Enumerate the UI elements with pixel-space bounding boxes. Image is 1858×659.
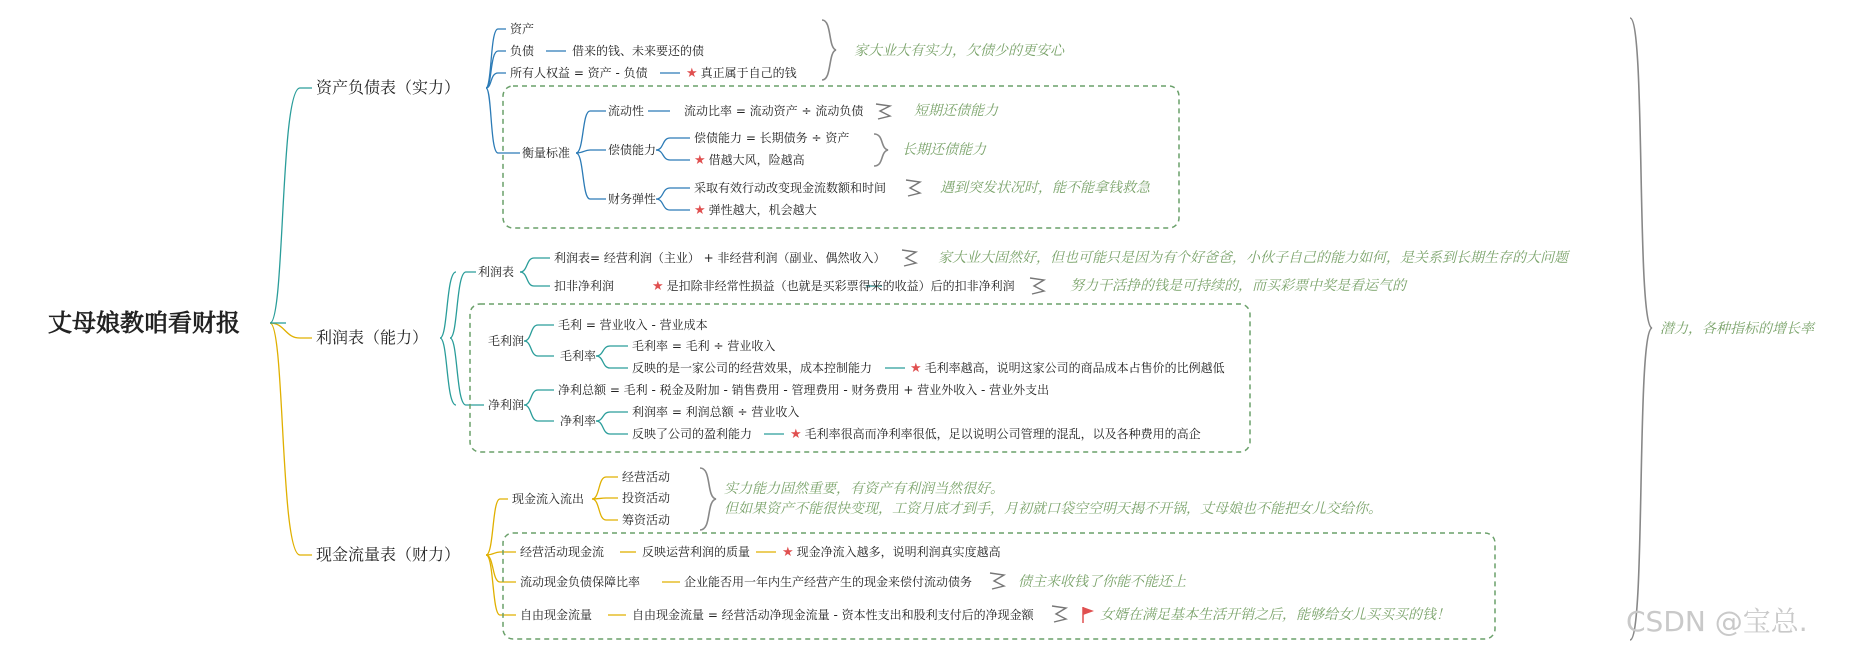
star-icon: ★: [652, 279, 664, 294]
cover-note: 债主来收钱了你能不能还上: [1018, 574, 1186, 590]
net-after-node: 扣非净利润: [554, 279, 615, 293]
squiggle-free: [1052, 606, 1066, 622]
star-icon: ★: [910, 361, 922, 376]
gross-rate-node: 毛利率: [560, 349, 597, 363]
flexibility-desc: 采取有效行动改变现金流数额和时间: [694, 181, 887, 195]
cashflow-statement-node: 现金流量表（财力）: [316, 545, 461, 564]
equity-node: 所有人权益 = 资产 - 负债: [510, 66, 648, 80]
brace-growth: [1630, 18, 1652, 640]
balance-sheet-node: 资产负债表（实力）: [316, 78, 461, 97]
gross-formula: 毛利 = 营业收入 - 营业成本: [558, 318, 708, 332]
star-icon: ★: [686, 66, 698, 81]
income-statement-node: 利润表（能力）: [316, 328, 429, 347]
flexibility-note: 遇到突发状况时，能不能拿钱救急: [940, 180, 1150, 196]
star-icon: ★: [782, 545, 794, 560]
net-total: 净利总额 = 毛利 - 税金及附加 - 销售费用 - 管理费用 - 财务费用 + 营业外收入 - 营业外支出: [558, 383, 1050, 397]
solvency-formula: 偿债能力 = 长期债务 ÷ 资产: [694, 131, 850, 145]
squiggle-liquidity: [876, 104, 890, 119]
op-cash-star: ★ 现金净流入越多，说明利润真实度越高: [782, 545, 1001, 560]
root-node: 丈母娘教咱看财报: [48, 309, 240, 337]
star-icon: ★: [694, 203, 706, 218]
growth-note: 潜力，各种指标的增长率: [1660, 321, 1814, 337]
profit-formula: 利润表= 经营利润（主业） + 非经营利润（副业、偶然收入）: [554, 251, 886, 265]
squiggle-cover: [990, 573, 1004, 589]
flexibility-node: 财务弹性: [608, 192, 657, 206]
inout-node: 现金流入流出: [512, 492, 585, 506]
liability-desc: 借来的钱、未来要还的债: [572, 44, 705, 58]
free-note: 女婿在满足基本生活开销之后，能够给女儿买买买的钱！: [1100, 607, 1450, 623]
liquidity-node: 流动性: [608, 104, 645, 118]
brace-balance: [822, 20, 836, 80]
net-after-note: 努力干活挣的钱是可持续的，而买彩票中奖是看运气的: [1070, 278, 1406, 294]
cover-node: 流动现金负债保障比率: [520, 575, 641, 589]
gross-node: 毛利润: [488, 334, 525, 348]
liquidity-formula: 流动比率 = 流动资产 ÷ 流动负债: [684, 104, 864, 118]
op-cash-node: 经营活动现金流: [520, 545, 605, 559]
net-after-desc: ★ 是扣除非经常性损益（也就是买彩票得来的收益）后的扣非净利润: [652, 279, 1015, 294]
fin-activity: 筹资活动: [622, 513, 671, 527]
profit-note: 家大业大固然好，但也可能只是因为有个好爸爸，小伙子自己的能力如何，是关系到长期生存的大问题: [938, 250, 1568, 266]
brace-solvency: [874, 134, 888, 166]
solvency-note: 长期还债能力: [902, 142, 986, 158]
net-rate-desc: 反映了公司的盈利能力: [632, 427, 753, 441]
star-icon: ★: [694, 153, 706, 168]
net-rate-star: ★ 毛利率很高而净利率很低，足以说明公司管理的混乱，以及各种费用的高企: [790, 427, 1201, 442]
inv-activity: 投资活动: [622, 491, 671, 505]
balance-note: 家大业大有实力，欠债少的更安心: [854, 43, 1064, 59]
watermark: CSDN @宝总.: [1626, 605, 1808, 638]
gross-rate-formula: 毛利率 = 毛利 ÷ 营业收入: [632, 339, 776, 353]
liquidity-note: 短期还债能力: [914, 103, 998, 119]
squiggle-profit: [902, 250, 916, 266]
squiggle-net-after: [1030, 278, 1044, 294]
free-node: 自由现金流量: [520, 608, 593, 622]
op-cash-desc: 反映运营利润的质量: [642, 545, 751, 559]
net-rate-node: 净利率: [560, 414, 597, 428]
gross-rate-desc: 反映的是一家公司的经营效果，成本控制能力: [632, 361, 873, 375]
squiggle-flexibility: [906, 180, 920, 196]
solvency-node: 偿债能力: [608, 143, 657, 157]
op-activity: 经营活动: [622, 470, 671, 484]
free-formula: 自由现金流量 = 经营活动净现金流量 - 资本性支出和股利支付后的净现金额: [632, 608, 1034, 622]
inout-note-1: 实力能力固然重要，有资产有利润当然很好。: [724, 481, 1004, 497]
equity-note: ★ 真正属于自己的钱: [686, 66, 797, 81]
inout-note-2: 但如果资产不能很快变现，工资月底才到手，月初就口袋空空明天揭不开锅，丈母娘也不能把女儿交给你。: [724, 501, 1382, 517]
profit-sheet-node: 利润表: [478, 265, 515, 279]
net-rate-formula: 利润率 = 利润总额 ÷ 营业收入: [632, 405, 800, 419]
net-node: 净利润: [488, 398, 525, 412]
liability-node: 负债: [510, 44, 535, 58]
flag-icon: [1083, 607, 1094, 615]
measure-node: 衡量标准: [522, 146, 571, 160]
asset-node: 资产: [510, 22, 535, 36]
solvency-star: ★ 借越大风，险越高: [694, 153, 805, 168]
brace-inout: [700, 468, 716, 530]
flexibility-star: ★ 弹性越大，机会越大: [694, 203, 817, 218]
cover-desc: 企业能否用一年内生产经营产生的现金来偿付流动债务: [684, 575, 973, 589]
star-icon: ★: [790, 427, 802, 442]
gross-rate-star: ★ 毛利率越高，说明这家公司的商品成本占售价的比例越低: [910, 361, 1225, 376]
